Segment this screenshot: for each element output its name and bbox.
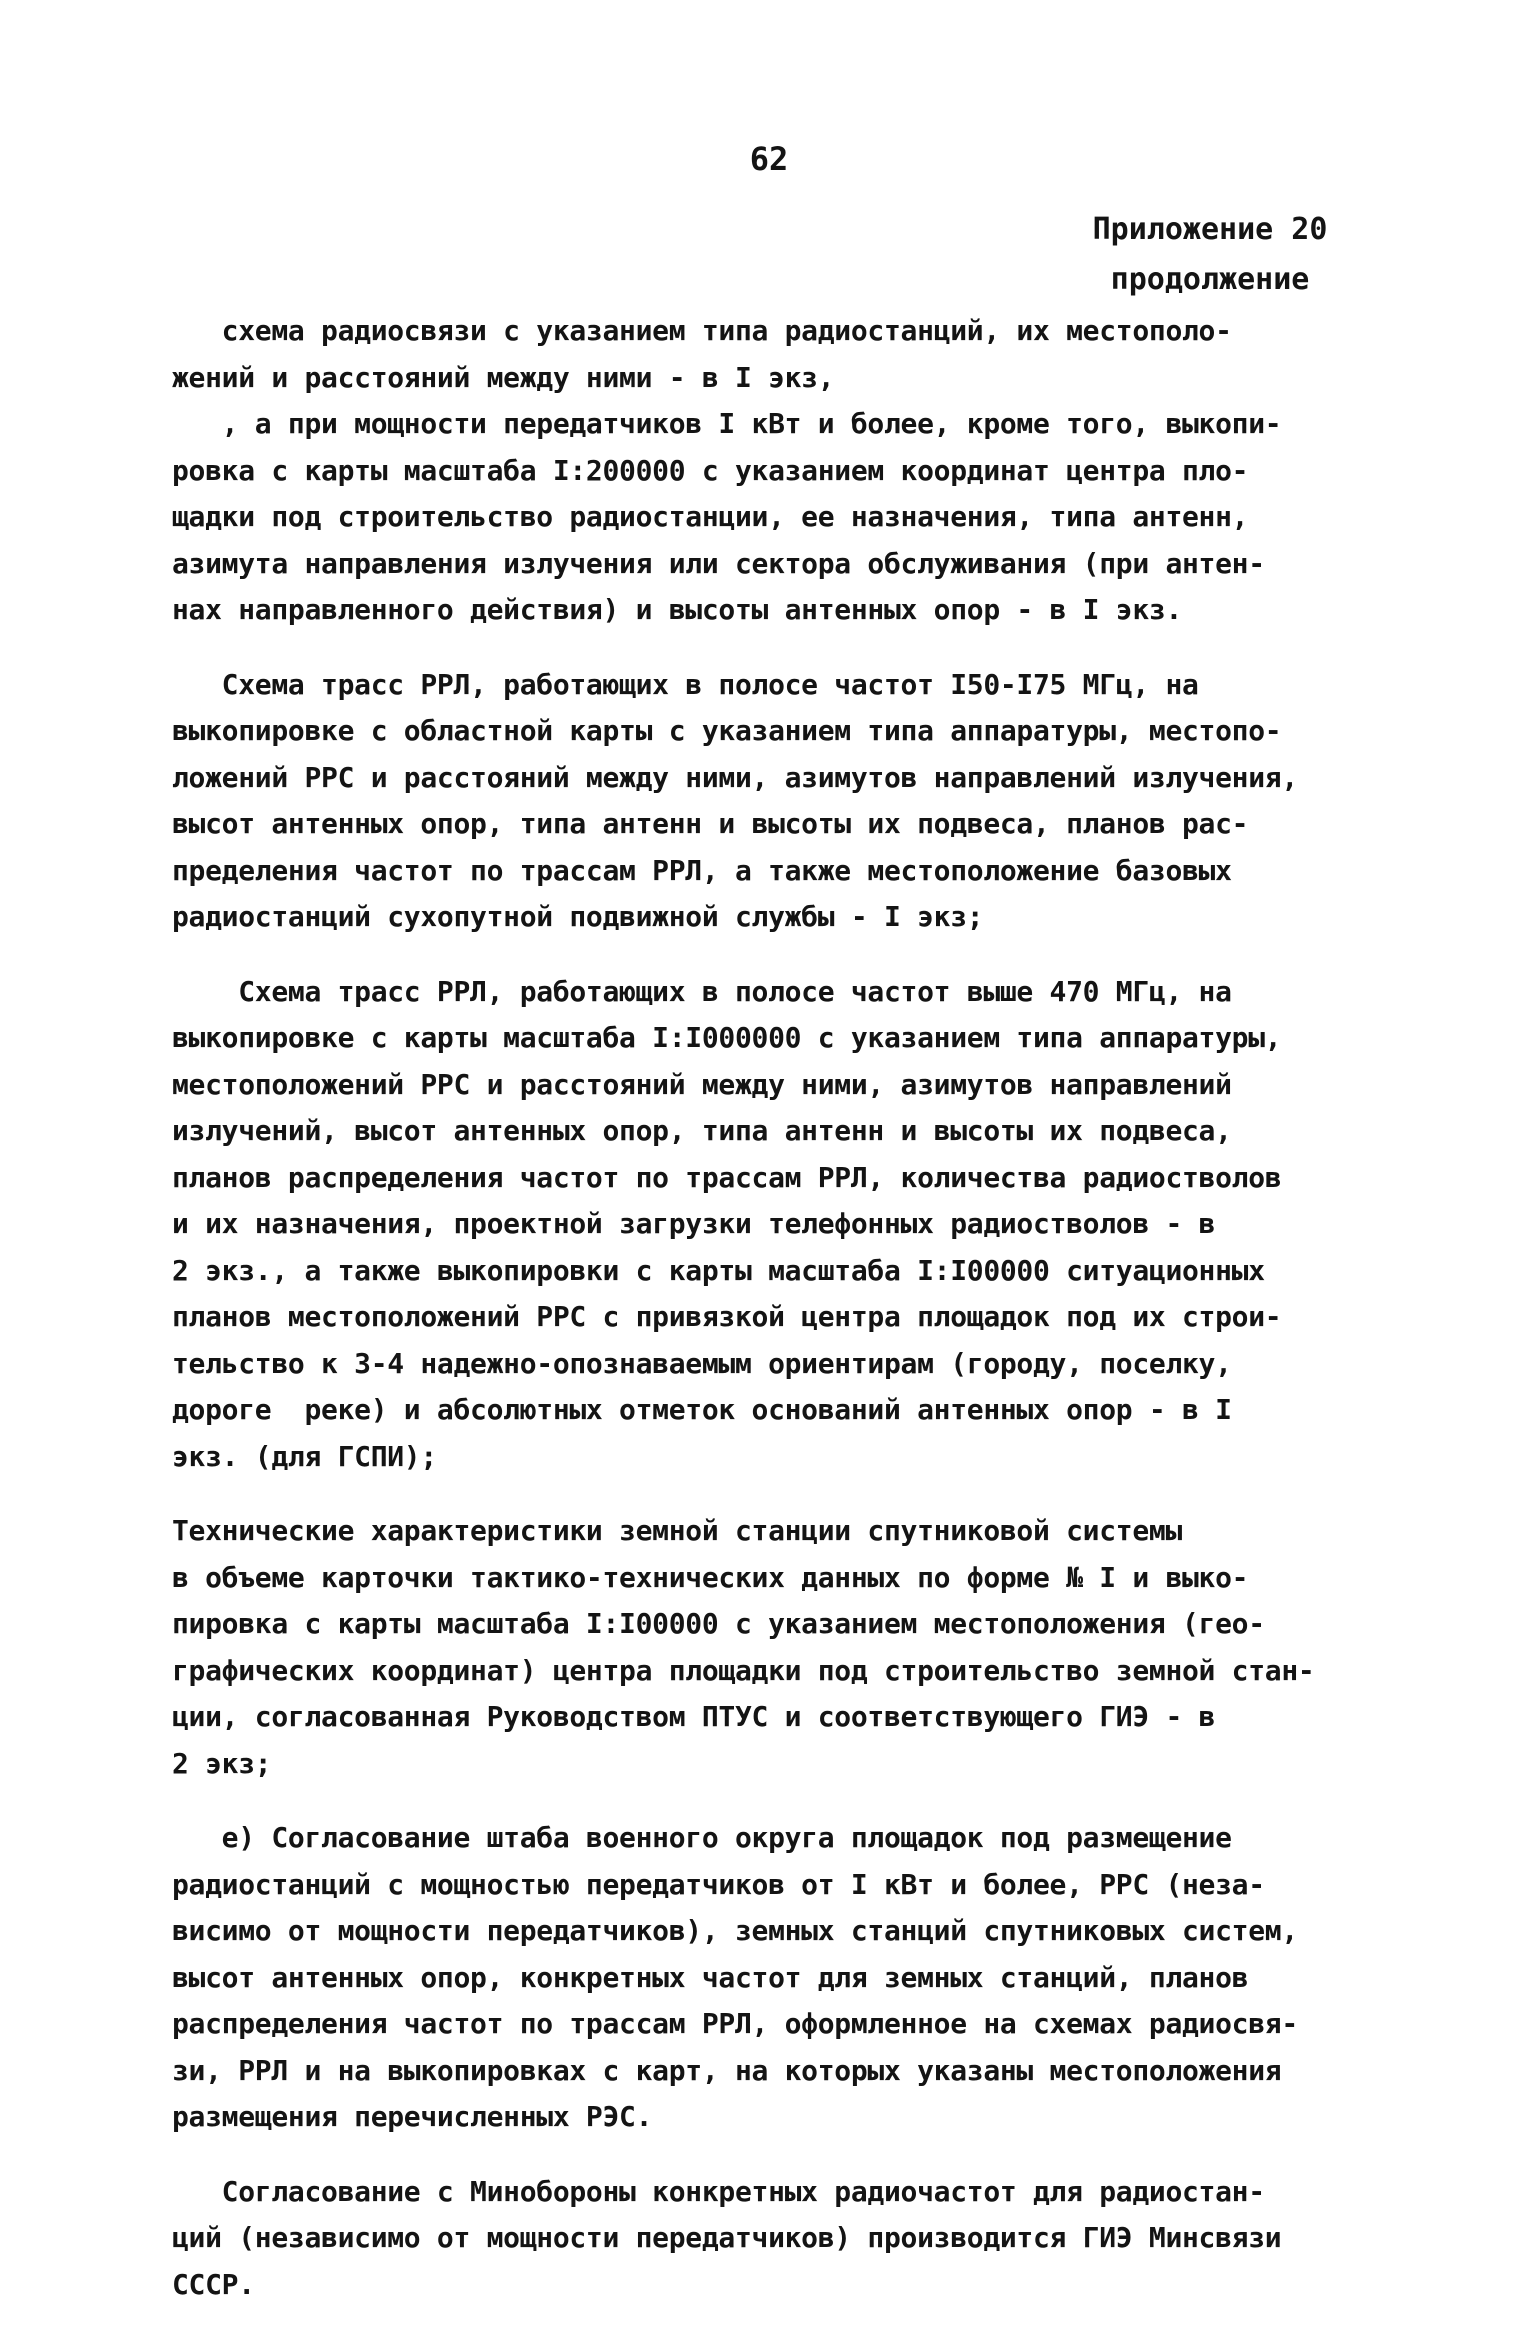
text-line: 2 экз; xyxy=(172,1746,272,1780)
appendix-subtitle: продолжение xyxy=(1110,262,1310,297)
text-line: Схема трасс РРЛ, работающих в полосе частот выше 470 МГц, на xyxy=(172,974,1232,1008)
text-line: радиостанций сухопутной подвижной службы - I экз; xyxy=(172,900,984,933)
appendix-header xyxy=(1000,205,1420,305)
text-line: графических координат) центра площадки под строительство земной стан- xyxy=(172,1653,1315,1687)
text-line: выкопировке с карты масштаба I:I000000 с указанием типа аппаратуры, xyxy=(172,1021,1282,1054)
text-line: , а при мощности передатчиков I кВт и более, кроме того, выкопи- xyxy=(172,407,1282,440)
paragraph-gap xyxy=(172,634,1434,662)
text-line: в объеме карточки тактико-технических данных по форме № I и выко- xyxy=(172,1560,1249,1594)
text-line: экз. (для ГСПИ); xyxy=(172,1439,437,1473)
text-line: зи, РРЛ и на выкопировках с карт, на которых указаны местоположения xyxy=(172,2053,1282,2087)
paragraph xyxy=(172,1815,1434,2141)
text-line: ложений РРС и расстояний между ними, азимутов направлений излучения, xyxy=(172,760,1298,794)
text-line: планов местоположений РРС с привязкой центра площадок под их строи- xyxy=(172,1300,1282,1333)
paragraph xyxy=(172,2169,1434,2309)
text-line: ровка с карты масштаба I:200000 с указанием координат центра пло- xyxy=(172,453,1249,487)
text-line: радиостанций с мощностью передатчиков от I кВт и более, РРС (неза- xyxy=(172,1867,1265,1901)
text-line: высот антенных опор, типа антенн и высоты их подвеса, планов рас- xyxy=(172,807,1249,840)
text-line: размещения перечисленных РЭС. xyxy=(172,2100,653,2133)
text-line: ции, согласованная Руководством ПТУС и соответствующего ГИЭ - в xyxy=(172,1700,1216,1733)
text-line: планов распределения частот по трассам РРЛ, количества радиостволов xyxy=(172,1160,1282,1194)
paragraph xyxy=(172,1508,1434,1787)
text-line: выкопировке с областной карты с указанием типа аппаратуры, местопо- xyxy=(172,714,1282,747)
appendix-title: Приложение 20 xyxy=(1092,212,1328,247)
paragraph xyxy=(172,308,1434,634)
text-line: схема радиосвязи с указанием типа радиостанций, их местополо- xyxy=(172,314,1232,347)
text-line: жений и расстояний между ними - в I экз, xyxy=(172,360,835,394)
document-body xyxy=(172,308,1434,2308)
text-line: Технические характеристики земной станции спутниковой системы xyxy=(172,1514,1183,1547)
text-line: высот антенных опор, конкретных частот для земных станций, планов xyxy=(172,1960,1249,1994)
text-line: излучений, высот антенных опор, типа антенн и высоты их подвеса, xyxy=(172,1114,1232,1147)
text-line: ций (независимо от мощности передатчиков) производится ГИЭ Минсвязи xyxy=(172,2221,1282,2254)
text-line: щадки под строительство радиостанции, ее назначения, типа антенн, xyxy=(172,500,1249,533)
paragraph-gap xyxy=(172,1787,1434,1815)
text-line: дороге реке) и абсолютных отметок оснований антенных опор - в I xyxy=(172,1393,1232,1426)
text-line: местоположений РРС и расстояний между ними, азимутов направлений xyxy=(172,1067,1232,1101)
text-line: 2 экз., а также выкопировки с карты масштаба I:I00000 ситуационных xyxy=(172,1253,1265,1287)
text-line: Схема трасс РРЛ, работающих в полосе частот I50-I75 МГц, на xyxy=(172,667,1199,701)
paragraph xyxy=(172,662,1434,941)
text-line: распределения частот по трассам РРЛ, оформленное на схемах радиосвя- xyxy=(172,2007,1298,2040)
paragraph xyxy=(172,969,1434,1481)
paragraph-gap xyxy=(172,941,1434,969)
text-line: тельство к 3-4 надежно-опознаваемым ориентирам (городу, поселку, xyxy=(172,1346,1232,1380)
text-line: и их назначения, проектной загрузки телефонных радиостволов - в xyxy=(172,1207,1216,1240)
paragraph-gap xyxy=(172,2141,1434,2169)
paragraph-gap xyxy=(172,1480,1434,1508)
text-line: пировка с карты масштаба I:I00000 с указанием местоположения (гео- xyxy=(172,1607,1265,1640)
text-line: нах направленного действия) и высоты антенных опор - в I экз. xyxy=(172,593,1183,626)
text-line: пределения частот по трассам РРЛ, а также местоположение базовых xyxy=(172,853,1232,887)
text-line: висимо от мощности передатчиков), земных станций спутниковых систем, xyxy=(172,1914,1298,1947)
text-line: Согласование с Минобороны конкретных радиочастот для радиостан- xyxy=(172,2174,1265,2208)
text-line: е) Согласование штаба военного округа площадок под размещение xyxy=(172,1821,1232,1854)
page-number: 62 xyxy=(749,140,789,178)
text-line: азимута направления излучения или сектора обслуживания (при антен- xyxy=(172,546,1265,580)
text-line: СССР. xyxy=(172,2267,255,2301)
